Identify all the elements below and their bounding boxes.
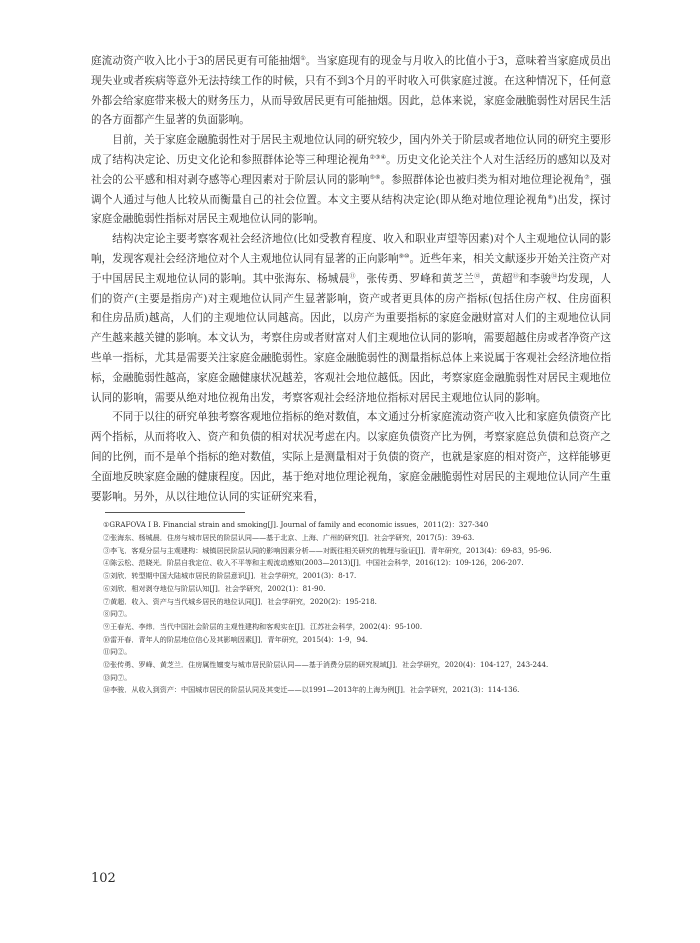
- footnote: ⑦黄超．收入、资产与当代城乡居民的地位认同[J]．社会学研究，2020(2)：195-218.: [103, 596, 377, 606]
- body-paragraph-3: 结构决定论主要考察客观社会经济地位(比如受教育程度、收入和职业声望等因素)对个人主观地位认同的影响，发现客观社会经济地位对个人主观地位认同有显著的正向影响⑨⑩。近些年来，相关文献逐步开始关注资产对于中国居民主观地位认同的影响。其中张海东、杨城晨⑪，张传勇、罗峰和黄芝兰⑫，黄超⑬和李骏⑭均发现，人们的资产(主要是指房产)对主观地位认同产生显著影响，资产或者更具体的房产指标(包括住房产权、住房面积和住房品质)越高，人们的主观地位认同越高。因此，以房产为重要指标的家庭金融财富对人们的主观地位认同产生越来越关键的影响。本文认为，考察住房或者财富对人们主观地位认同的影响，需要超越住房或者净资产这些单一指标，尤其是需要关注家庭金融脆弱性。家庭金融脆弱性的测量指标总体上来说属于客观社会经济地位指标，金融脆弱性越高，家庭金融健康状况越差，客观社会地位越低。因此，考察家庭金融脆弱性对居民主观地位认同的影响，需要从绝对地位视角出发，考察客观社会经济地位指标对居民主观地位认同的影响。: [91, 233, 612, 404]
- footnote: ⑪同②。: [103, 647, 132, 657]
- footnote: ①GRAFOVA I B. Financial strain and smoking[J]. Journal of family and economic issues，2011(2)：327-340: [103, 520, 489, 530]
- footnote: ③李飞．客观分层与主观建构：城镇居民阶层认同的影响因素分析——对既往相关研究的梳理与验证[J]．青年研究，2013(4)：69-83，95-96.: [103, 545, 552, 555]
- body-paragraph-4: 不同于以往的研究单独考察客观地位指标的绝对数值，本文通过分析家庭流动资产收入比和家庭负债资产比两个指标，从而将收入、资产和负债的相对状况考虑在内。以家庭负债资产比为例，考察家庭总负债和总资产之间的比例，而不是单个指标的绝对数值，实际上是测量相对于负债的资产，也就是家庭的相对资产，这样能够更全面地反映家庭金融的健康程度。因此，基于绝对地位理论视角，家庭金融脆弱性对居民的主观地位认同产生重要影响。另外，从以往地位认同的实证研究来看，: [91, 411, 611, 503]
- footnote-divider: [105, 512, 245, 513]
- footnote: ④陈云松、范晓光．阶层自我定位、收入不平等和主观流动感知(2003—2013)[J]．中国社会科学，2016(12)：109-126，206-207.: [103, 558, 524, 568]
- footnote: ⑭李骏．从收入到资产：中国城市居民的阶层认同及其变迁——以1991—2013年的上海为例[J]．社会学研究，2021(3)：114-136.: [103, 685, 520, 695]
- footnote: ⑬同⑦。: [103, 672, 132, 682]
- footnote: ⑫张传勇、罗峰、黄芝兰．住房属性嬗变与城市居民阶层认同——基于消费分层的研究视域[J]．社会学研究，2020(4)：104-127，243-244.: [103, 660, 549, 670]
- footnote: ⑥刘欣．相对剥夺地位与阶层认知[J]．社会学研究，2002(1)：81-90.: [103, 583, 326, 593]
- body-paragraph-2: 目前，关于家庭金融脆弱性对于居民主观地位认同的研究较少，国内外关于阶层或者地位认同的研究主要形成了结构决定论、历史文化论和参照群体论等三种理论视角②③④。历史文化论关注个人对生活经历的感知以及对社会的公平感和相对剥夺感等心理因素对于阶层认同的影响⑤⑥。参照群体论也被归类为相对地位理论视角⑦，强调个人通过与他人比较从而衡量自己的社会位置。本文主要从结构决定论(即从绝对地位理论视角⑧)出发，探讨家庭金融脆弱性指标对居民主观地位认同的影响。: [91, 134, 612, 226]
- footnotes: [91, 519, 611, 697]
- article-body: [91, 52, 611, 697]
- body-paragraph-1: 庭流动资产收入比小于3的居民更有可能抽烟①。当家庭现有的现金与月收入的比值小于3，意味着当家庭成员出现失业或者疾病等意外无法持续工作的时候，只有不到3个月的平时收入可供家庭过渡。在这种情况下，任何意外都会给家庭带来极大的财务压力，从而导致居民更有可能抽烟。因此，总体来说，家庭金融脆弱性对居民生活的各方面都产生显著的负面影响。: [91, 55, 611, 127]
- footnote: ⑤刘欣．转型期中国大陆城市居民的阶层意识[J]．社会学研究，2001(3)：8-17.: [103, 571, 357, 581]
- page-number: 102: [91, 871, 116, 886]
- footnote: ②张海东、杨城晨．住房与城市居民的阶层认同——基于北京、上海、广州的研究[J]．社会学研究，2017(5)：39-63.: [103, 533, 475, 543]
- footnote: ⑩雷开春．青年人的阶层地位信心及其影响因素[J]．青年研究，2015(4)：1-9，94.: [103, 634, 368, 644]
- footnote: ⑨王春光、李炜．当代中国社会阶层的主观性建构和客观实在[J]．江苏社会科学，2002(4)：95-100.: [103, 621, 423, 631]
- footnote: ⑧同⑦。: [103, 609, 132, 619]
